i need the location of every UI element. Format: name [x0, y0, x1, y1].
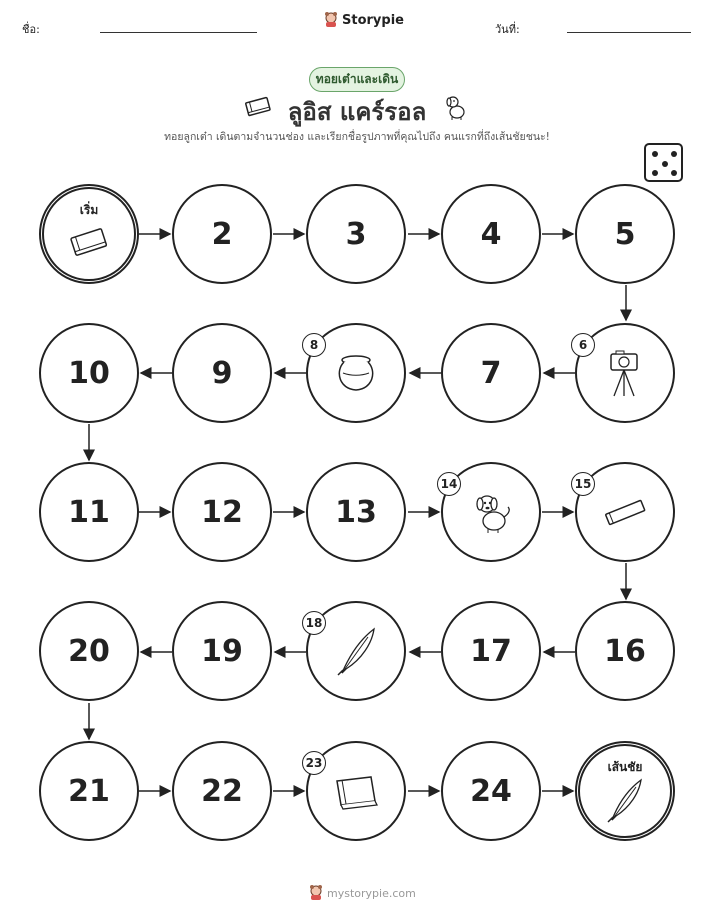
footer-url[interactable]: mystorypie.com	[327, 886, 416, 900]
cell-number: 10	[68, 355, 110, 391]
board-cell-7[interactable]	[441, 323, 541, 423]
board-cell-3[interactable]	[306, 184, 406, 284]
cell-number: 7	[480, 355, 502, 391]
board-cell-finish[interactable]	[575, 741, 675, 841]
storypie-mascot-icon	[309, 885, 323, 901]
board-cell-5[interactable]	[575, 184, 675, 284]
eraser-icon	[602, 497, 648, 527]
cell-number: 4	[480, 216, 502, 252]
cell-number: 21	[68, 773, 110, 809]
board-cell-10[interactable]	[39, 323, 139, 423]
cell-number: 2	[211, 216, 233, 252]
book-icon	[67, 223, 111, 263]
cell-number: 22	[201, 773, 243, 809]
finish-label: เส้นชัย	[607, 760, 643, 774]
board-cell-4[interactable]	[441, 184, 541, 284]
board-cell-11[interactable]	[39, 462, 139, 562]
start-label: เริ่ม	[79, 203, 99, 217]
cell-number: 3	[345, 216, 367, 252]
board-cell-12[interactable]	[172, 462, 272, 562]
cell-number-badge: 23	[302, 751, 326, 775]
book-icon	[331, 771, 381, 811]
cell-number-badge: 14	[437, 472, 461, 496]
board-cell-2[interactable]	[172, 184, 272, 284]
brand-name: Storypie	[342, 12, 404, 28]
board-cell-18[interactable]	[306, 601, 406, 701]
board-cell-20[interactable]	[39, 601, 139, 701]
footer	[309, 885, 416, 901]
board-cell-14[interactable]	[441, 462, 541, 562]
board-cell-16[interactable]	[575, 601, 675, 701]
board-cell-24[interactable]	[441, 741, 541, 841]
cell-number: 5	[614, 216, 636, 252]
board-cell-15[interactable]	[575, 462, 675, 562]
quill-icon	[334, 625, 378, 677]
cell-number: 16	[604, 633, 646, 669]
pot-icon	[333, 353, 379, 393]
cell-number-badge: 8	[302, 333, 326, 357]
board-cell-8[interactable]	[306, 323, 406, 423]
cell-number: 19	[201, 633, 243, 669]
dog-icon	[468, 489, 514, 535]
board-cell-start[interactable]	[39, 184, 139, 284]
page-title: ลูอิส แคร์รอล	[287, 98, 427, 126]
instructions: ทอยลูกเต๋า เดินตามจำนวนช่อง และเรียกชื่อรูปภาพที่คุณไปถึง คนแรกที่ถึงเส้นชัยชนะ!	[164, 131, 550, 143]
game-type-badge: ทอยเต๋าและเดิน	[309, 67, 405, 92]
cell-number: 9	[211, 355, 233, 391]
cell-number: 17	[470, 633, 512, 669]
board-cell-9[interactable]	[172, 323, 272, 423]
name-label: ชื่อ:	[22, 23, 40, 36]
cell-number: 11	[68, 494, 110, 530]
board-cell-22[interactable]	[172, 741, 272, 841]
board-cell-13[interactable]	[306, 462, 406, 562]
cell-number-badge: 15	[571, 472, 595, 496]
cell-number-badge: 18	[302, 611, 326, 635]
cell-number-badge: 6	[571, 333, 595, 357]
board-cell-17[interactable]	[441, 601, 541, 701]
board-cell-19[interactable]	[172, 601, 272, 701]
cell-number: 20	[68, 633, 110, 669]
board-cell-23[interactable]	[306, 741, 406, 841]
camera-icon	[605, 348, 645, 398]
date-label: วันที่:	[495, 23, 520, 36]
board-cell-21[interactable]	[39, 741, 139, 841]
quill-icon	[605, 776, 645, 824]
cell-number: 13	[335, 494, 377, 530]
board-cell-6[interactable]	[575, 323, 675, 423]
cell-number: 24	[470, 773, 512, 809]
cell-number: 12	[201, 494, 243, 530]
